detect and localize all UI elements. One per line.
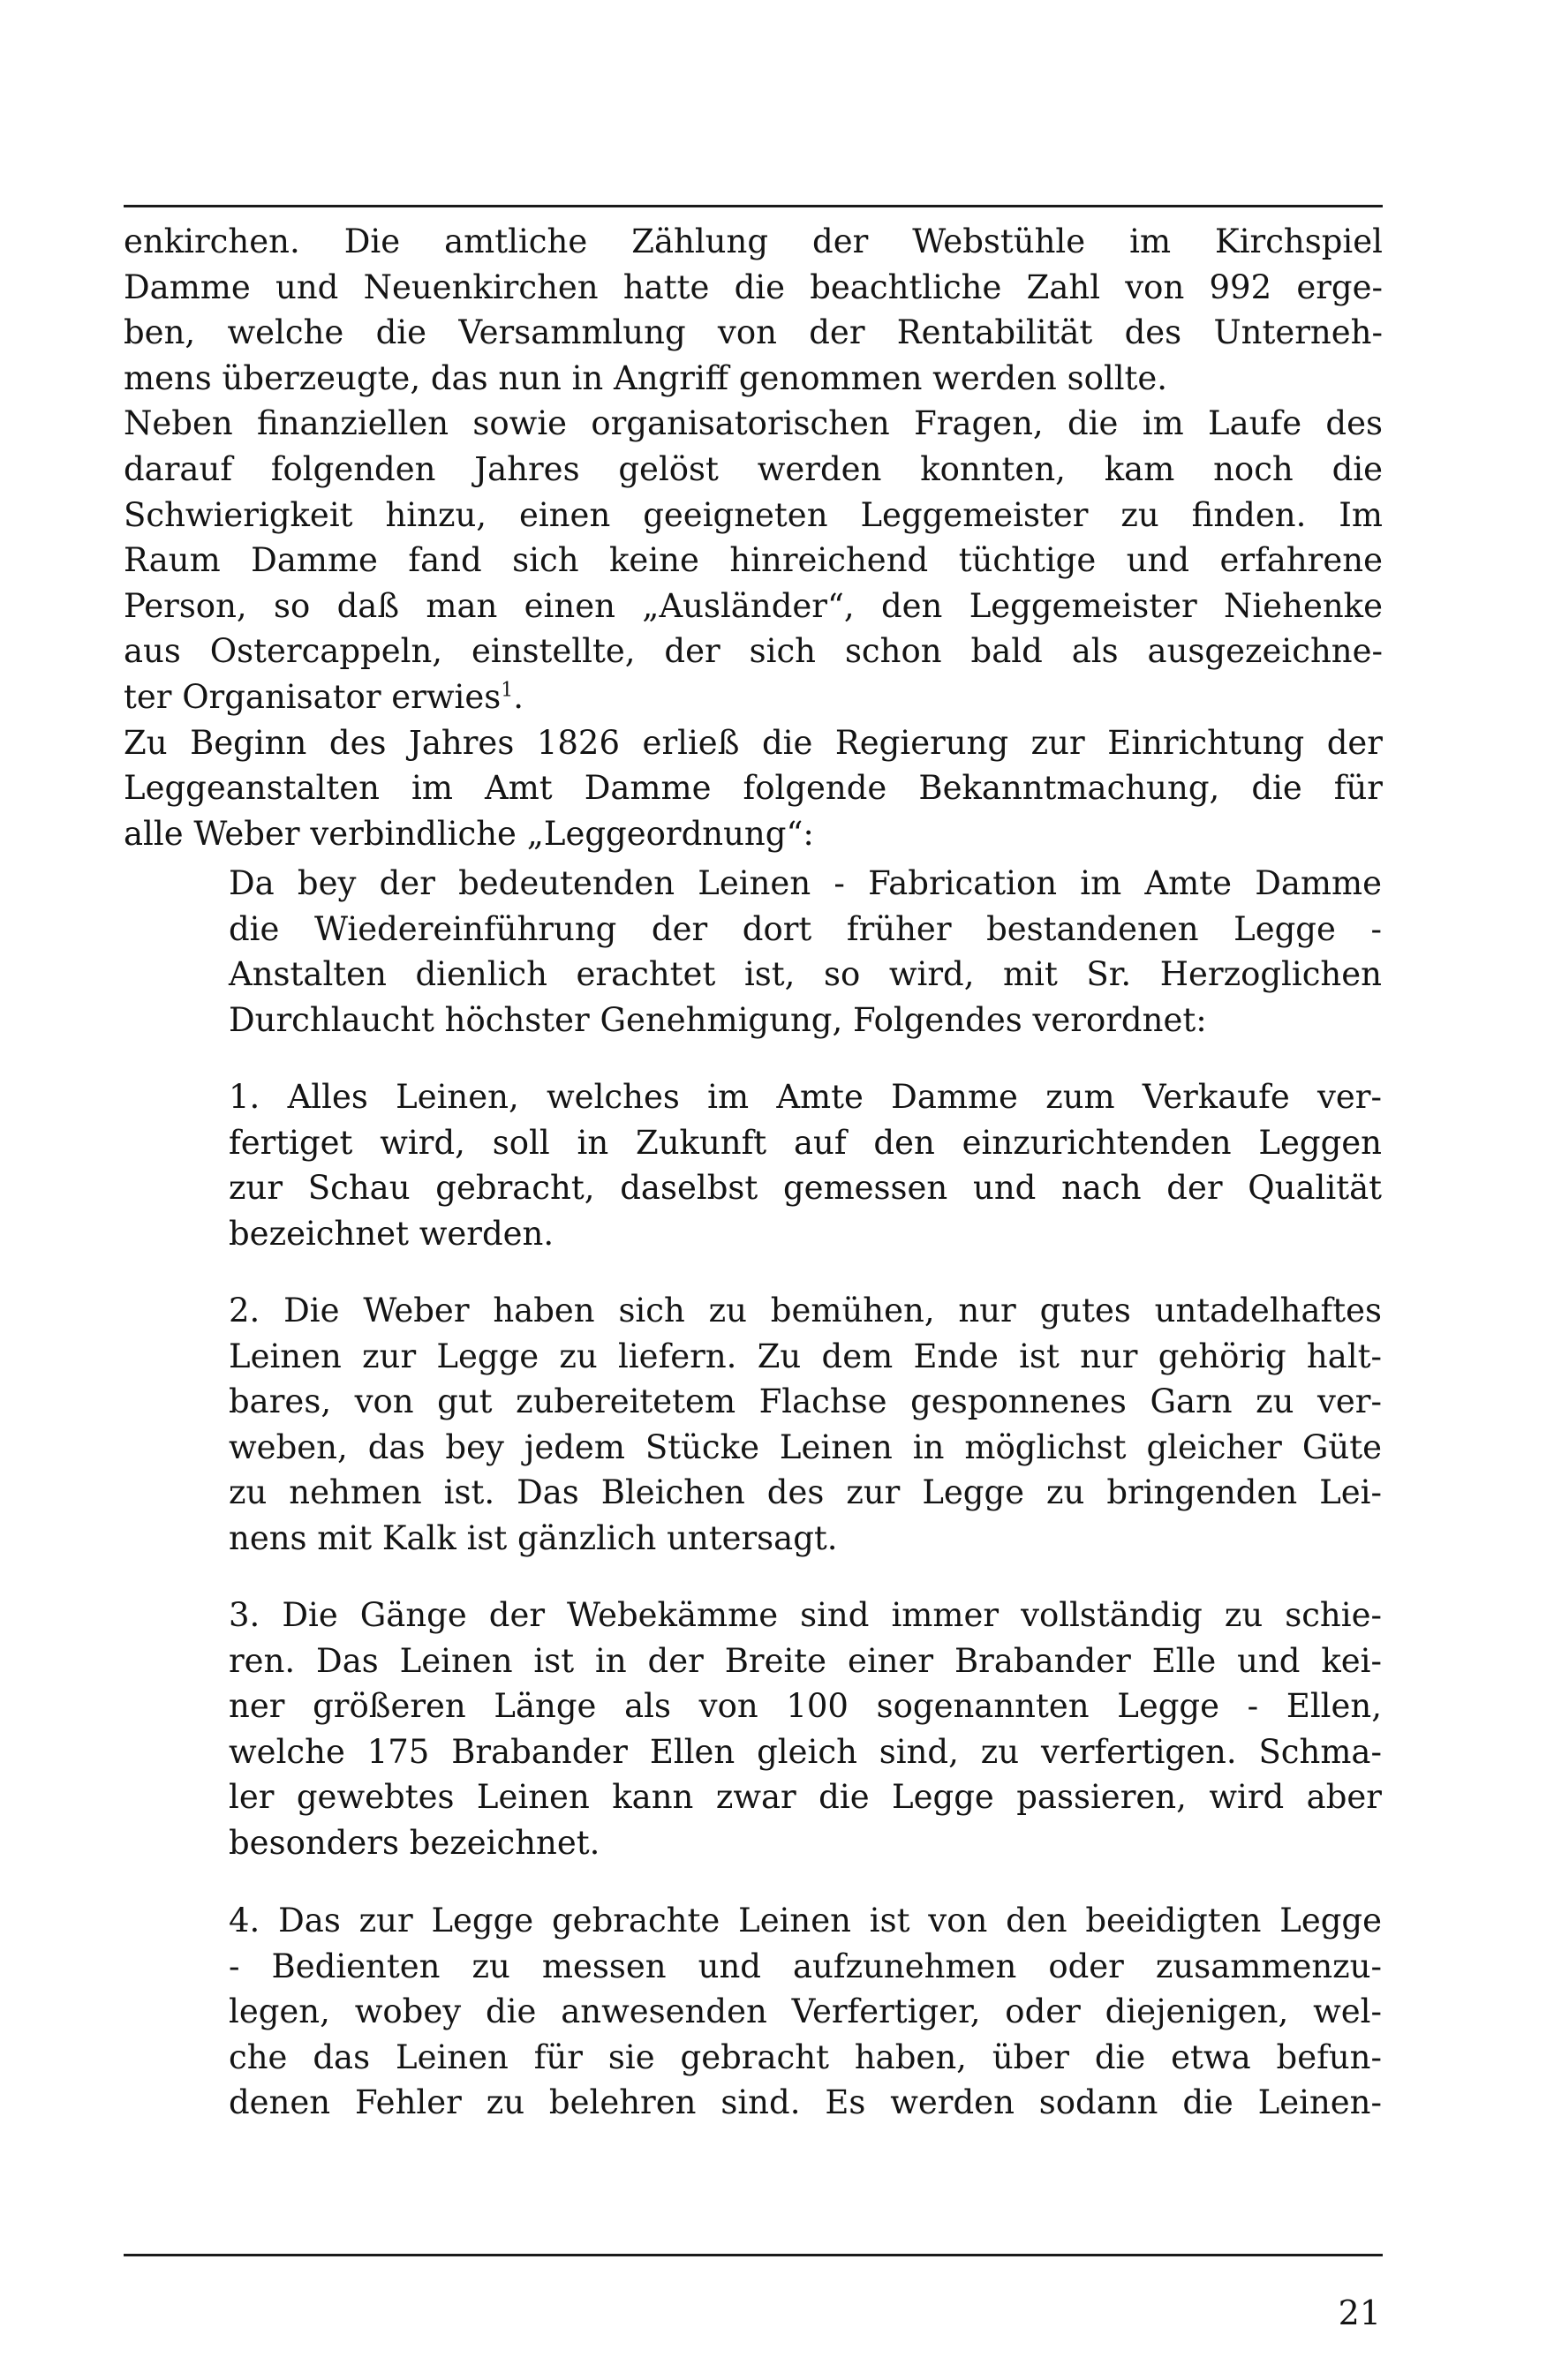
text-line: Zu Beginn des Jahres 1826 erließ die Regierung zur Einrichtung der <box>124 723 1383 762</box>
quote-line: weben, das bey jedem Stücke Leinen in möglichst gleicher Güte <box>229 1427 1382 1466</box>
quote-line: Anstalten dienlich erachtet ist, so wird, mit Sr. Herzoglichen <box>229 955 1382 994</box>
page-number: 21 <box>1338 2293 1381 2332</box>
text-line: enkirchen. Die amtliche Zählung der Webstühle im Kirchspiel <box>124 222 1383 260</box>
quote-article-3 <box>229 1593 1382 1866</box>
quote-line: fertiget wird, soll in Zukunft auf den einzurichtenden Leggen <box>229 1123 1382 1162</box>
bottom-rule <box>124 2254 1383 2256</box>
quote-line: Da bey der bedeutenden Leinen - Fabrication im Amte Damme <box>229 864 1382 902</box>
quote-line: che das Leinen für sie gebracht haben, über die etwa befun- <box>229 2037 1382 2076</box>
top-rule <box>124 205 1383 207</box>
quote-article-4 <box>229 1898 1382 2126</box>
quote-line: die Wiedereinführung der dort früher bestandenen Legge - <box>229 909 1382 948</box>
quote-line: bezeichnet werden. <box>229 1214 554 1253</box>
quote-line: welche 175 Brabander Ellen gleich sind, zu verfertigen. Schma- <box>229 1732 1382 1771</box>
quote-line: denen Fehler zu belehren sind. Es werden sodann die Leinen- <box>229 2083 1382 2122</box>
text-line: aus Ostercappeln, einstellte, der sich schon bald als ausgezeichne- <box>124 632 1383 671</box>
text-line: ben, welche die Versammlung von der Rentabilität des Unterneh- <box>124 313 1383 352</box>
footnote-punct: . <box>513 677 524 716</box>
text-line: Leggeanstalten im Amt Damme folgende Bekanntmachung, die für <box>124 769 1383 808</box>
quote-line: nens mit Kalk ist gänzlich untersagt. <box>229 1518 838 1557</box>
quote-line: legen, wobey die anwesenden Verfertiger, oder diejenigen, wel- <box>229 1992 1382 2031</box>
text-line: mens überzeugte, das nun in Angriff genommen werden sollte. <box>124 358 1168 397</box>
text-line: Schwierigkeit hinzu, einen geeigneten Leggemeister zu finden. Im <box>124 495 1383 534</box>
quote-line: besonders bezeichnet. <box>229 1823 600 1862</box>
quote-line: bares, von gut zubereitetem Flachse gesponnenes Garn zu ver- <box>229 1382 1382 1421</box>
quote-line: - Bedienten zu messen und aufzunehmen oder zusammenzu- <box>229 1947 1382 1985</box>
quote-line: Durchlaucht höchster Genehmigung, Folgendes verordnet: <box>229 1000 1207 1039</box>
quote-line: 2. Die Weber haben sich zu bemühen, nur gutes untadelhaftes <box>229 1292 1382 1329</box>
quote-line: 1. Alles Leinen, welches im Amte Damme zum Verkaufe ver- <box>229 1078 1382 1116</box>
quote-line: zur Schau gebracht, daselbst gemessen und nach der Qualität <box>229 1169 1382 1208</box>
quote-line: Leinen zur Legge zu liefern. Zu dem Ende ist nur gehörig halt- <box>229 1337 1382 1375</box>
quote-line: zu nehmen ist. Das Bleichen des zur Legge zu bringenden Lei- <box>229 1473 1382 1512</box>
text-line: Raum Damme fand sich keine hinreichend tüchtige und erfahrene <box>124 541 1383 580</box>
text-line: Neben finanziellen sowie organisatorischen Fragen, die im Laufe des <box>124 404 1383 443</box>
text-line: alle Weber verbindliche „Leggeordnung“: <box>124 814 814 853</box>
quote-article-1 <box>229 1074 1382 1256</box>
quote-line: 4. Das zur Legge gebrachte Leinen ist von den beeidigten Legge <box>229 1902 1382 1939</box>
quote-preamble <box>229 861 1382 1043</box>
text-line: darauf folgenden Jahres gelöst werden konnten, kam noch die <box>124 449 1383 488</box>
quote-line: 3. Die Gänge der Webekämme sind immer vollständig zu schie- <box>229 1596 1382 1634</box>
quote-line: ler gewebtes Leinen kann zwar die Legge passieren, wird aber <box>229 1778 1382 1817</box>
text-line: ter Organisator erwies <box>124 677 502 716</box>
quote-article-2 <box>229 1288 1382 1562</box>
footnote-marker: 1 <box>501 679 514 702</box>
quote-line: ner größeren Länge als von 100 sogenannten Legge - Ellen, <box>229 1687 1382 1726</box>
quote-line: ren. Das Leinen ist in der Breite einer Brabander Elle und kei- <box>229 1641 1382 1680</box>
main-text <box>124 219 1383 856</box>
text-line-with-footnote <box>124 674 1383 720</box>
text-line: Person, so daß man einen „Ausländer“, den Leggemeister Niehenke <box>124 586 1383 625</box>
text-line: Damme und Neuenkirchen hatte die beachtliche Zahl von 992 erge- <box>124 267 1383 306</box>
